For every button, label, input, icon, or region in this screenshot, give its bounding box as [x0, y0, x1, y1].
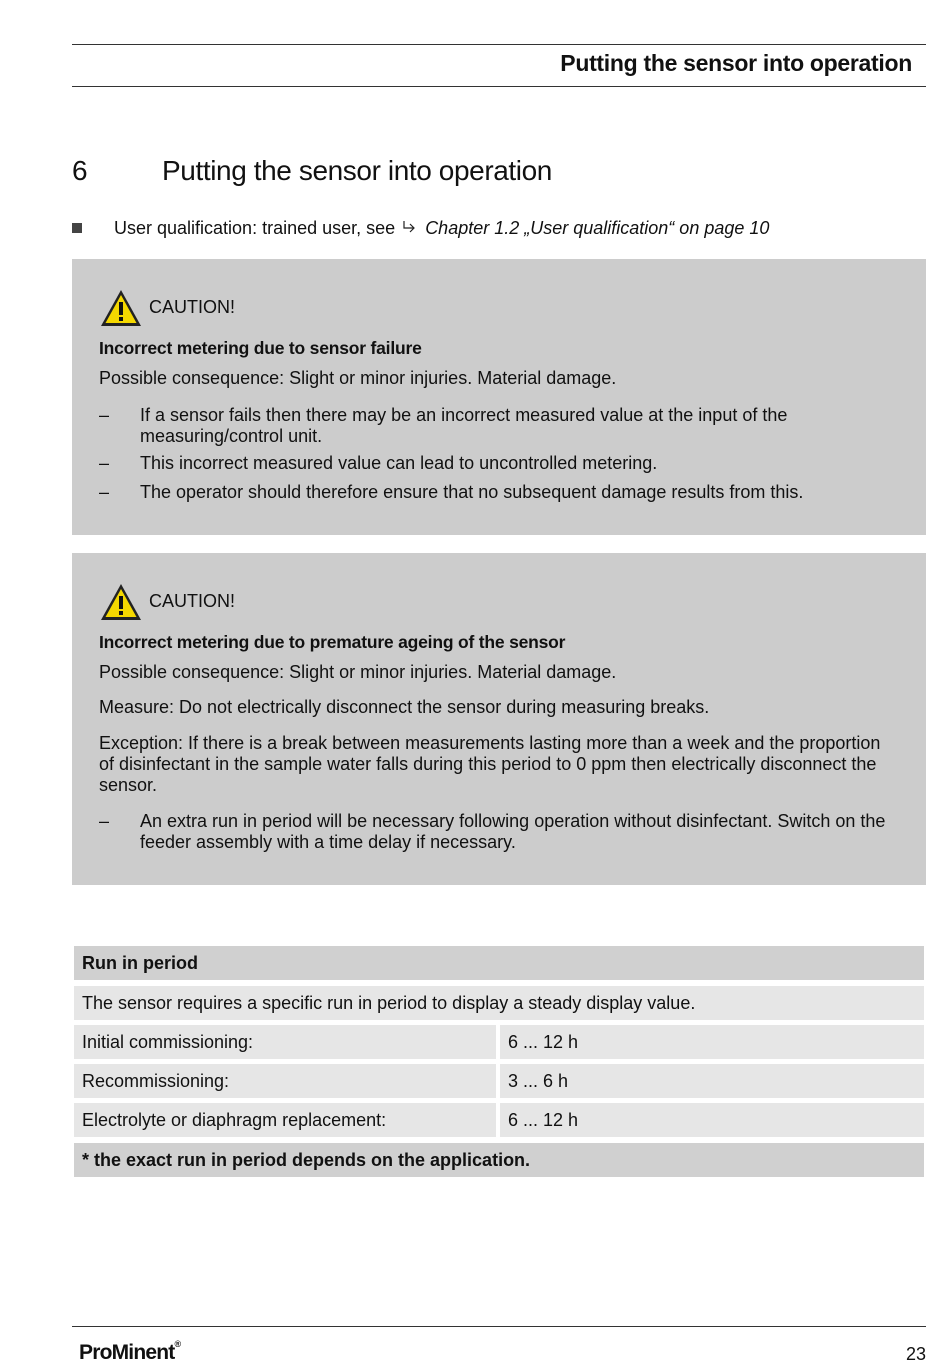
qualification-text: User qualification: trained user, see [114, 218, 396, 238]
caution-consequence: Possible consequence: Slight or minor injuries. Material damage. [99, 662, 617, 682]
square-bullet-icon [72, 223, 82, 233]
cross-reference-arrow-icon [402, 218, 418, 239]
chapter-title: Putting the sensor into operation [162, 155, 552, 186]
dash-bullet: – [99, 482, 110, 502]
chapter-number: 6 [72, 155, 88, 186]
table-row [74, 1103, 924, 1137]
caution-list-text: The operator should therefore ensure that no subsequent damage results from this. [140, 482, 804, 502]
table-title: Run in period [74, 946, 924, 980]
prominent-logo [79, 1341, 180, 1365]
caution-label: CAUTION! [149, 591, 236, 611]
header-rule-top [72, 44, 926, 45]
dash-bullet: – [99, 811, 110, 831]
caution-list-text: An extra run in period will be necessary following operation without disinfectant. Switch on the feeder assembly with a time delay if necessary. [140, 811, 886, 852]
row-label: Initial commissioning: [74, 1025, 496, 1059]
caution-box-premature-ageing [72, 553, 926, 885]
row-label: Electrolyte or diaphragm replacement: [74, 1103, 496, 1137]
row-label: Recommissioning: [74, 1064, 496, 1098]
table-row [74, 1025, 924, 1059]
footer-rule [72, 1326, 926, 1327]
page-number: 23 [905, 1344, 926, 1364]
dash-bullet: – [99, 405, 110, 425]
caution-heading: Incorrect metering due to premature ageing of the sensor [99, 632, 566, 652]
table-description-row [74, 986, 924, 1020]
qualification-text-wrap [114, 218, 769, 239]
table-note-row [74, 1143, 924, 1177]
qualification-reference-link[interactable]: Chapter 1.2 „User qualification“ on page 10 [425, 218, 770, 238]
table-description: The sensor requires a specific run in period to display a steady display value. [74, 986, 924, 1020]
row-value: 6 ... 12 h [500, 1025, 924, 1059]
row-value: 6 ... 12 h [500, 1103, 924, 1137]
caution-measure: Measure: Do not electrically disconnect the sensor during measuring breaks. [99, 697, 710, 717]
table-header-row [74, 946, 924, 980]
dash-bullet: – [99, 453, 110, 473]
caution-consequence: Possible consequence: Slight or minor injuries. Material damage. [99, 368, 617, 388]
caution-exception: Exception: If there is a break between measurements lasting more than a week and the proportion of disinfectant in the sample water falls during this period to 0 ppm then electrically disconnect the sensor. [99, 733, 881, 795]
warning-triangle-icon [99, 582, 143, 622]
warning-triangle-icon [99, 288, 143, 328]
header-rule-bottom [72, 86, 926, 87]
table-row [74, 1064, 924, 1098]
caution-list-text: This incorrect measured value can lead to uncontrolled metering. [140, 453, 658, 473]
caution-list-text: If a sensor fails then there may be an incorrect measured value at the input of the measuring/control unit. [140, 405, 788, 446]
caution-box-sensor-failure [72, 259, 926, 535]
table-note: * the exact run in period depends on the application. [74, 1143, 924, 1177]
caution-heading: Incorrect metering due to sensor failure [99, 338, 422, 358]
running-header: Putting the sensor into operation [560, 50, 912, 76]
registered-mark: ® [174, 1339, 181, 1349]
caution-label: CAUTION! [149, 297, 236, 317]
row-value: 3 ... 6 h [500, 1064, 924, 1098]
logo-text: ProMinent [79, 1341, 175, 1364]
